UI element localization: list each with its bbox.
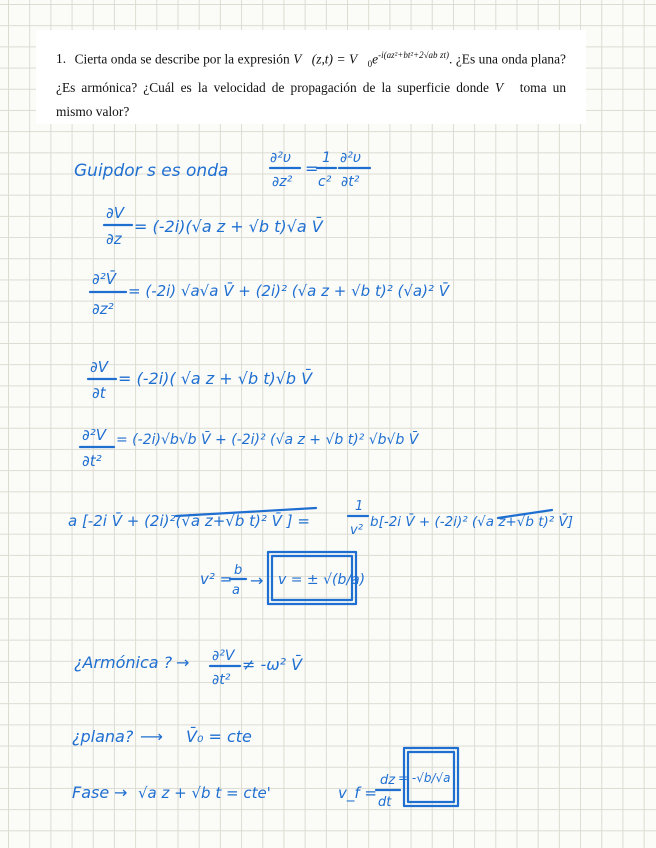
armonica-rhs: ≠ -ω² V̄: [242, 655, 303, 674]
fase-arrow: →: [114, 783, 128, 802]
problem-number: 1.: [56, 51, 67, 67]
heading-text: Guipdor s es onda: [74, 161, 229, 181]
combine-frac-num: 1: [355, 499, 364, 514]
armonica-label: ¿Armónica ?: [74, 653, 173, 672]
d2z-den: ∂z²: [92, 300, 114, 318]
wave-eq-c-den: c²: [318, 174, 332, 190]
fase-label: Fase: [72, 783, 110, 802]
d2t-rhs: = (-2i)√b√b V̄ + (-2i)² (√a z + √b t)² √b√b V̄: [116, 432, 419, 448]
v2-frac-num: b: [234, 563, 243, 578]
dt-num: ∂V: [90, 358, 109, 376]
expression-sub: 0: [367, 59, 373, 70]
d2t-den: ∂t²: [82, 452, 102, 470]
wave-eq-rhs-den: ∂t²: [341, 174, 360, 190]
wave-eq-c-num: 1: [322, 150, 331, 166]
armonica-arrow: →: [176, 653, 190, 672]
vf-den: dt: [378, 795, 392, 810]
d2z-rhs: = (-2i) √a√a V̄ + (2i)² (√a z + √b t)² (√a)² V̄: [128, 282, 449, 300]
dz-rhs: = (-2i)(√a z + √b t)√a V̄: [134, 217, 323, 236]
armonica-den: ∂t²: [212, 672, 231, 688]
problem-lead: Cierta onda se describe por la expresión: [74, 51, 290, 67]
problem-line2: onda plana? ¿Es armónica? ¿Cuál es la velocidad de propagación de la superficie: [56, 51, 566, 96]
problem-line3-pre: donde: [456, 80, 489, 96]
v2-frac-den: a: [232, 583, 240, 598]
expression-exponent: -i(az²+bt²+2√ab zt): [378, 50, 449, 60]
problem-rest-line1: . ¿Es una: [448, 51, 498, 67]
wave-eq-equals: =: [305, 159, 319, 178]
fase-rhs: √a z + √b t = cte': [138, 784, 271, 802]
wave-eq-lhs-den: ∂z²: [272, 174, 293, 190]
vf-lhs: v_f =: [338, 784, 377, 802]
plana-arrow: ⟶: [140, 727, 163, 746]
combine-frac-den: v²: [350, 523, 363, 538]
vf-num: dz: [380, 773, 396, 788]
wave-eq-lhs-num: ∂²υ: [270, 150, 291, 166]
armonica-num: ∂²V: [212, 648, 235, 664]
v2-lhs: v² =: [200, 570, 233, 588]
combine-right: b[-2i V̄ + (-2i)² (√a z+√b t)² V̄]: [370, 514, 573, 530]
expression-e: e: [372, 51, 379, 67]
vf-result: = -√b/√a: [398, 771, 451, 785]
wave-eq-rhs-num: ∂²υ: [340, 150, 361, 166]
dz-num: ∂V: [106, 204, 125, 222]
problem-line3-vector: V⃗: [495, 80, 514, 96]
d2z-num: ∂²V̄: [92, 270, 117, 288]
v-result: v = ± √(b/a): [278, 572, 366, 588]
combine-left: a [-2i V̄ + (2i)²(√a z+√b t)² V̄ ] =: [68, 512, 310, 530]
plana-label: ¿plana?: [72, 727, 134, 746]
dt-rhs: = (-2i)( √a z + √b t)√b V̄: [118, 369, 313, 388]
v2-arrow: →: [250, 571, 264, 590]
d2t-num: ∂²V: [82, 426, 107, 444]
expression-lhs: V⃗(z,t) = V⃗: [293, 51, 368, 67]
dt-den: ∂t: [92, 384, 106, 402]
dz-den: ∂z: [106, 230, 122, 248]
problem-line3-post: toma un mismo valor?: [56, 80, 567, 120]
plana-rhs: V̄₀ = cte: [186, 727, 252, 746]
